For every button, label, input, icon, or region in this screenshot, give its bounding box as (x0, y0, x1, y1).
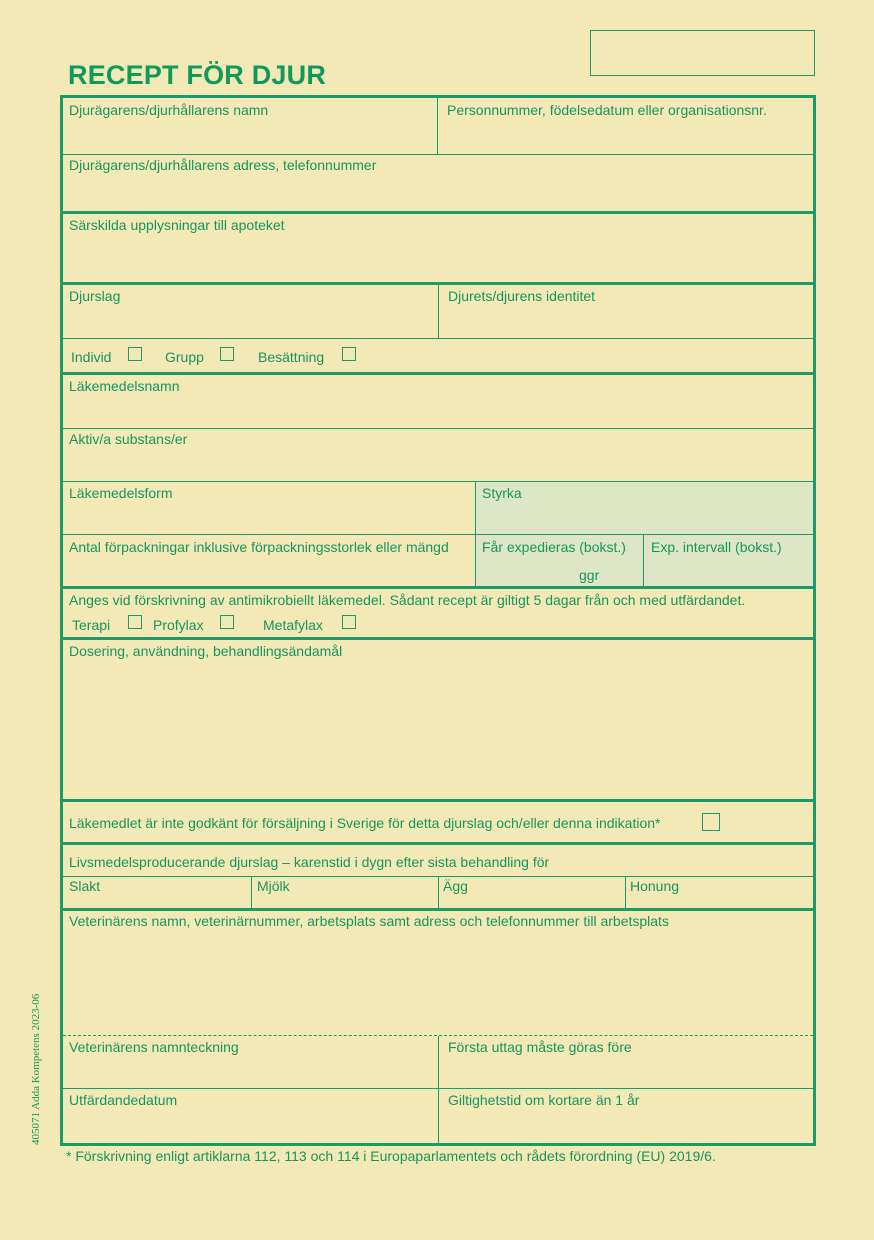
divider (63, 637, 813, 640)
strength-shade (476, 482, 813, 534)
withdrawal-label: Livsmedelsproducerande djurslag – karenstid i dygn efter sista behandling för (69, 854, 550, 870)
herd-checkbox[interactable] (342, 347, 356, 361)
divider (63, 338, 813, 339)
owner-id-label: Personnummer, födelsedatum eller organisationsnr. (447, 102, 767, 118)
divider (63, 842, 813, 845)
antimicrobial-note: Anges vid förskrivning av antimikrobiellt läkemedel. Sådant recept är giltigt 5 dagar från och med utfärdandet. (69, 592, 746, 608)
drug-name-label: Läkemedelsnamn (69, 378, 180, 394)
divider (63, 908, 813, 911)
group-checkbox[interactable] (220, 347, 234, 361)
divider (63, 154, 813, 155)
owner-name-label: Djurägarens/djurhållarens namn (69, 102, 269, 118)
prophylaxis-label: Profylax (153, 617, 204, 633)
divider (63, 211, 813, 214)
owner-address-label: Djurägarens/djurhållarens adress, telefonnummer (69, 157, 377, 173)
quantity-label: Antal förpackningar inklusive förpackningsstorlek eller mängd (69, 539, 449, 555)
exp-interval-label: Exp. intervall (bokst.) (651, 539, 782, 555)
prophylaxis-checkbox[interactable] (220, 615, 234, 629)
form-frame (60, 95, 816, 1146)
group-label: Grupp (165, 349, 204, 365)
divider (438, 285, 439, 338)
divider (63, 428, 813, 429)
metaphylaxis-checkbox[interactable] (342, 615, 356, 629)
side-print-info: 405071 Adda Kompetens 2023-06 (30, 993, 42, 1145)
divider (63, 586, 813, 589)
divider (438, 876, 439, 908)
therapy-checkbox[interactable] (128, 615, 142, 629)
divider (643, 535, 644, 587)
species-label: Djurslag (69, 288, 121, 304)
herd-label: Besättning (258, 349, 325, 365)
top-right-box[interactable] (590, 30, 815, 76)
therapy-label: Terapi (72, 617, 111, 633)
eggs-label: Ägg (443, 878, 468, 894)
divider (251, 876, 252, 908)
footnote: * Förskrivning enligt artiklarna 112, 113 och 114 i Europaparlamentets och rådets förordning (EU) 2019/6. (66, 1148, 716, 1164)
dosage-label: Dosering, användning, behandlingsändamål (69, 643, 343, 659)
divider (63, 1088, 813, 1089)
not-approved-checkbox[interactable] (702, 813, 720, 831)
divider (625, 876, 626, 908)
individual-checkbox[interactable] (128, 347, 142, 361)
first-withdrawal-label: Första uttag måste göras före (448, 1039, 632, 1055)
vet-info-label: Veterinärens namn, veterinärnummer, arbetsplats samt adress och telefonnummer till arbetsplats (69, 913, 669, 929)
times-suffix: ggr (579, 567, 600, 583)
divider (63, 799, 813, 802)
form-title: RECEPT FÖR DJUR (68, 60, 327, 90)
divider (63, 372, 813, 375)
individual-label: Individ (71, 349, 112, 365)
milk-label: Mjölk (257, 878, 290, 894)
divider (437, 98, 438, 154)
vet-signature-label: Veterinärens namnteckning (69, 1039, 239, 1055)
animal-identity-label: Djurets/djurens identitet (448, 288, 596, 304)
issue-date-label: Utfärdandedatum (69, 1092, 178, 1108)
metaphylaxis-label: Metafylax (263, 617, 323, 633)
strength-label: Styrka (482, 485, 522, 501)
drug-form-label: Läkemedelsform (69, 485, 173, 501)
dispense-times-label: Får expedieras (bokst.) (482, 539, 626, 555)
pharmacy-info-label: Särskilda upplysningar till apoteket (69, 217, 285, 233)
honey-label: Honung (630, 878, 680, 894)
validity-label: Giltighetstid om kortare än 1 år (448, 1092, 640, 1108)
slaughter-label: Slakt (69, 878, 101, 894)
active-substance-label: Aktiv/a substans/er (69, 431, 188, 447)
not-approved-label: Läkemedlet är inte godkänt för försäljning i Sverige för detta djurslag och/eller denna indikation* (69, 815, 661, 831)
divider (438, 1036, 439, 1143)
